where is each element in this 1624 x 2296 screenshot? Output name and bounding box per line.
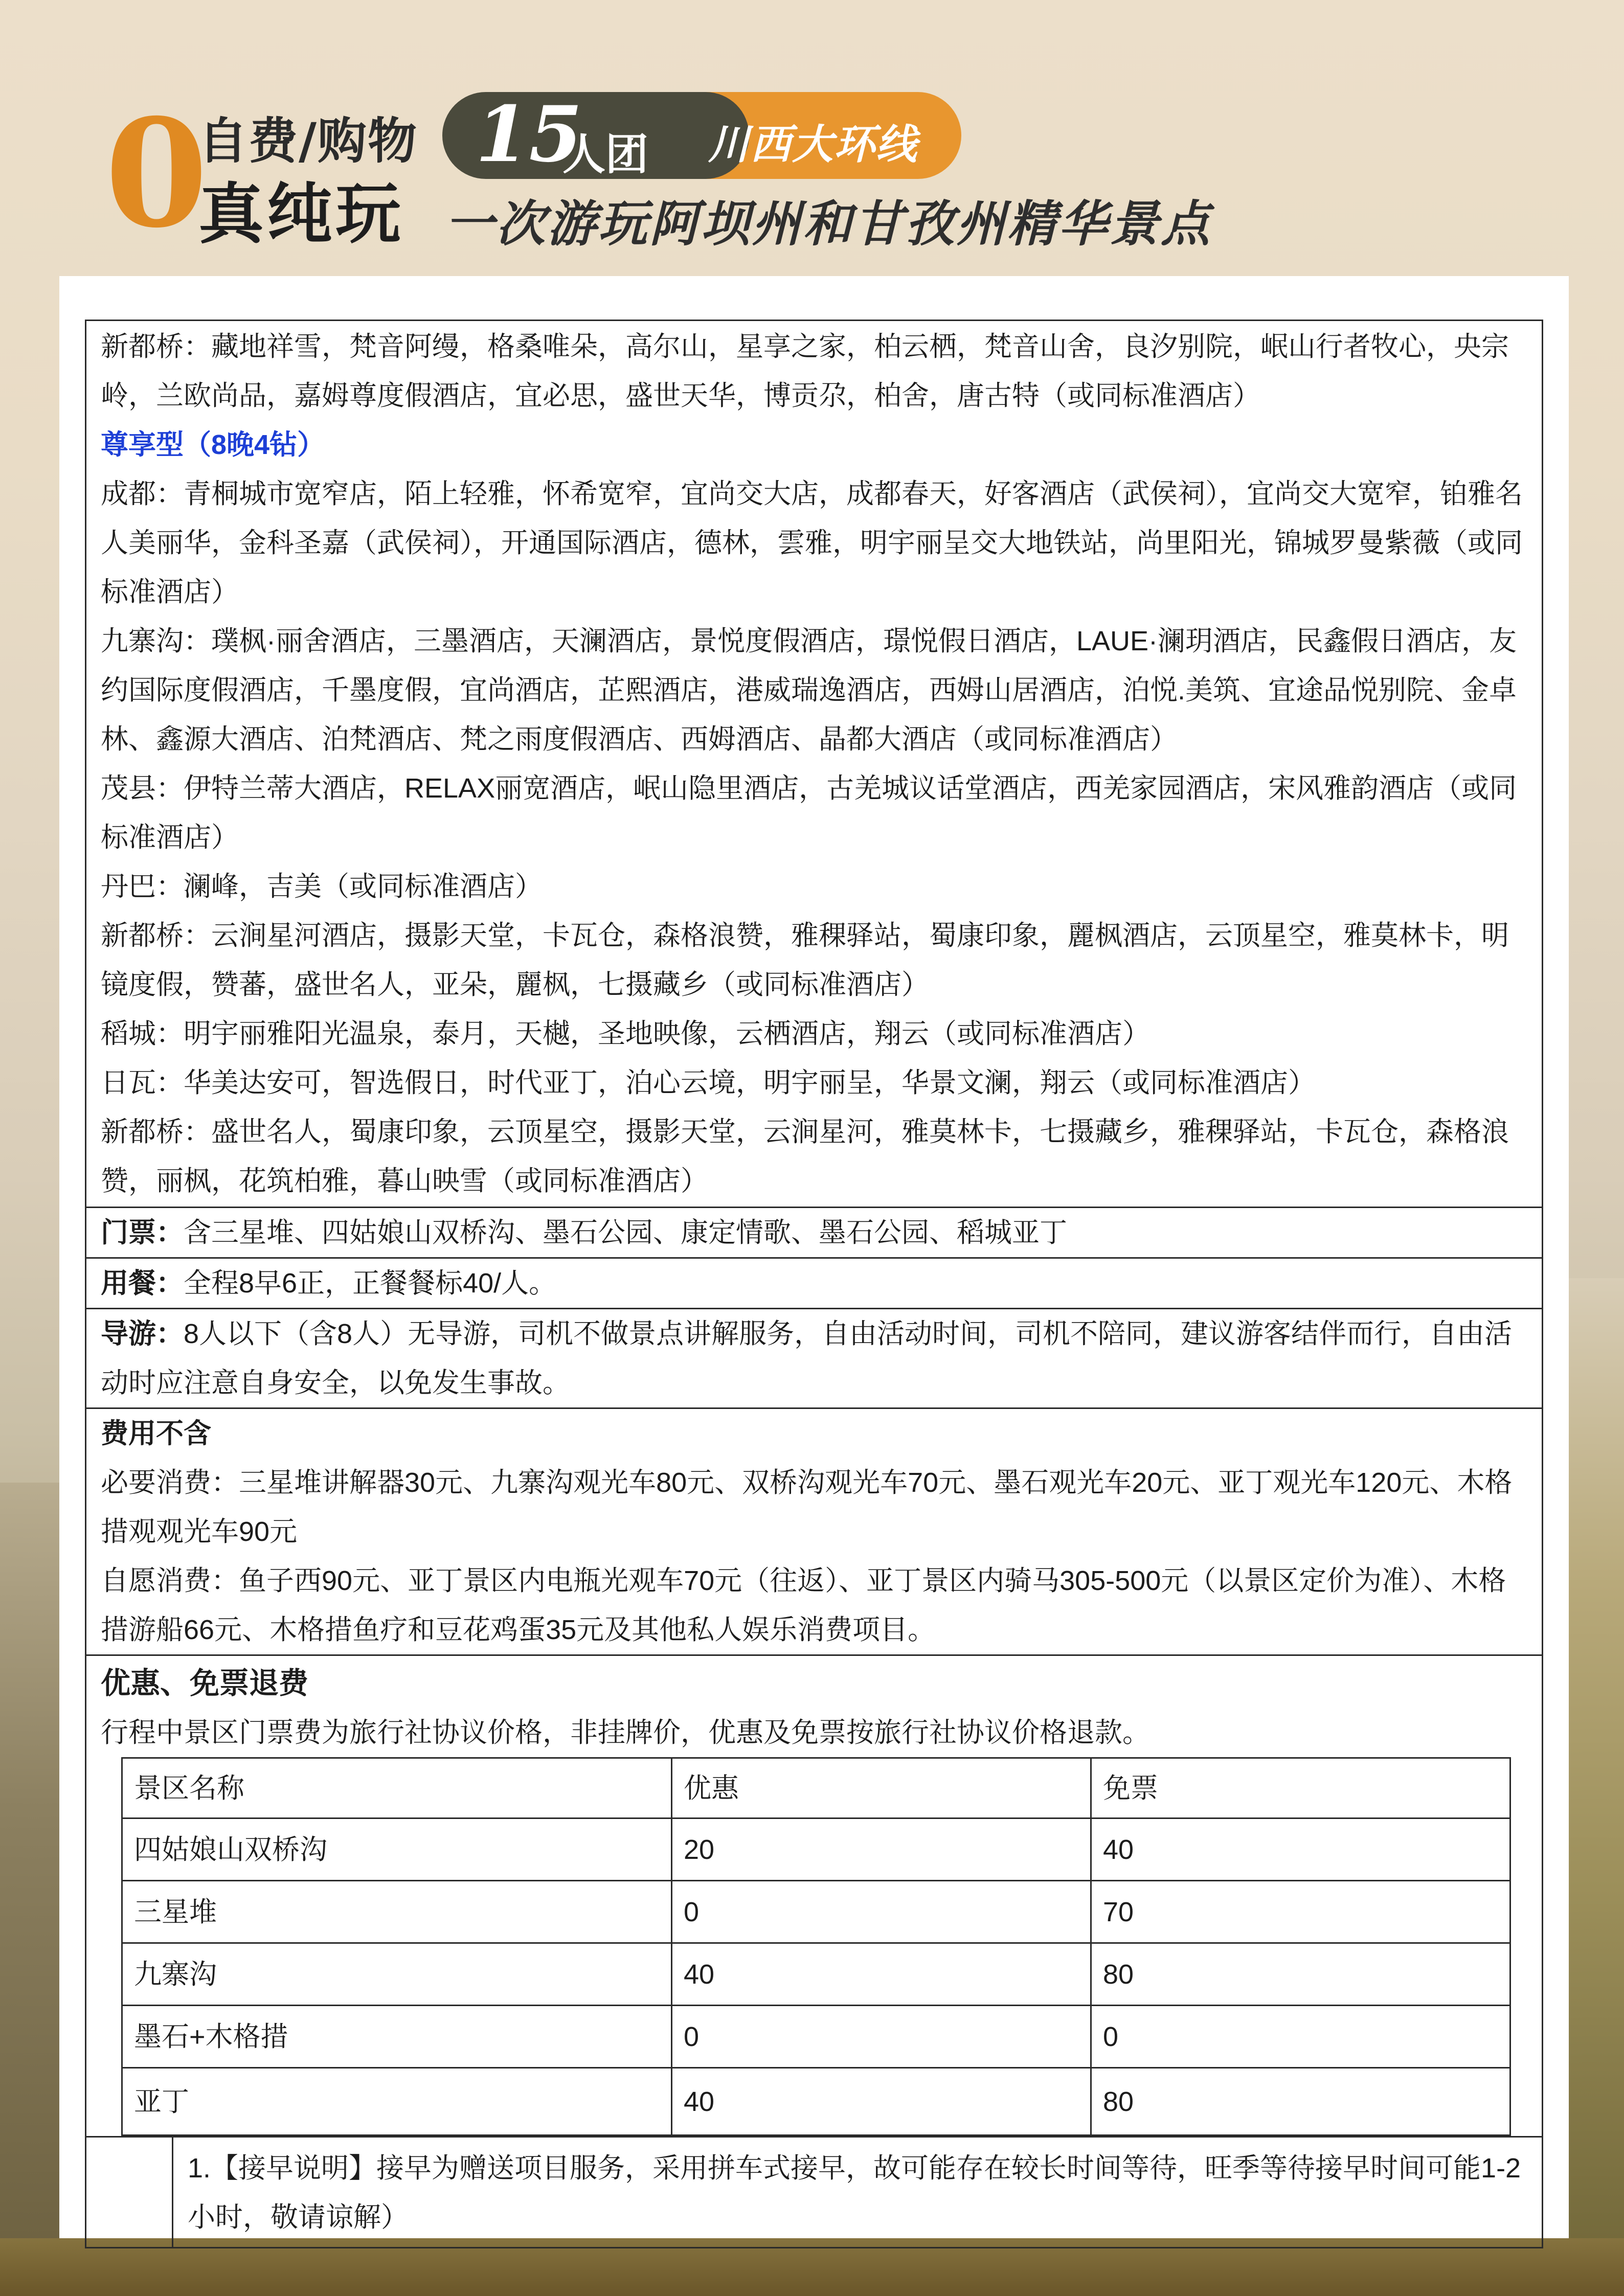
scenic-area-cell: 亚丁 [122, 2068, 672, 2135]
pickup-note-text: 1.【接早说明】接早为赠送项目服务，采用拼车式接早，故可能存在较长时间等待，旺季等待接早时间可能1-2 小时，敬请谅解） [188, 2153, 1521, 2233]
zero-badge: 0 [105, 87, 208, 261]
scenic-area-cell: 四姑娘山双桥沟 [122, 1818, 672, 1881]
hotel-paragraph-xinduqiao-2: 新都桥：云涧星河酒店，摄影天堂，卡瓦仓，森格浪赞，雅稞驿站，蜀康印象，麗枫酒店，云顶星空，雅莫林卡，明镜度假，赞蕃，盛世名人，亚朵，麗枫，七摄藏乡（或同标准酒店） [101, 920, 1509, 1000]
scenic-area-cell: 墨石+木格措 [122, 2006, 672, 2068]
pure-play-tag: 真纯玩 [198, 176, 404, 253]
group-size-number: 15 [476, 89, 582, 179]
hotel-paragraph-danba: 丹巴：澜峰，吉美（或同标准酒店） [101, 871, 543, 902]
hotel-paragraph-jiuzhaigou: 九寨沟：璞枫·丽舍酒店，三墨酒店，天澜酒店，景悦度假酒店，璟悦假日酒店，LAUE·澜玥酒店，民鑫假日酒店，友约国际度假酒店，千墨度假，宜尚酒店，芷熙酒店，港威瑞逸酒店，西姆山居酒店，泊悦.美筑、宜途品悦别院、金卓林、鑫源大酒店、泊梵酒店、梵之雨度假酒店、西姆酒店、晶都大酒店（或同标准酒店） [101, 626, 1517, 755]
refund-title: 优惠、免票退费 [101, 1667, 309, 1700]
tickets-row [86, 1208, 1542, 1259]
tickets-text: 含三星堆、四姑娘山双桥沟、墨石公园、康定情歌、墨石公园、稻城亚丁 [184, 1217, 1067, 1248]
background-scenery-left [0, 1483, 59, 2296]
scenic-area-cell: 三星堆 [122, 1881, 672, 1943]
hotel-level-title: 尊享型（8晚4钻） [101, 429, 325, 460]
itinerary-sheet [59, 276, 1569, 2238]
itinerary-table [85, 320, 1543, 2248]
header-subtitle: 一次游玩阿坝州和甘孜州精华景点 [445, 195, 1212, 253]
discount-cell: 0 [672, 2006, 1091, 2068]
table-row [122, 1943, 1510, 2006]
necessary-costs-text: 必要消费：三星堆讲解器30元、九寨沟观光车80元、双桥沟观光车70元、墨石观光车20元、亚丁观光车120元、木格措观观光车90元 [101, 1467, 1513, 1547]
table-row [122, 2006, 1510, 2068]
column-header-free: 免票 [1091, 1758, 1510, 1818]
hotel-list-section [86, 321, 1542, 1208]
background-scenery-right [1569, 1278, 1624, 2296]
header-banner [0, 0, 1624, 276]
guide-label: 导游： [101, 1319, 184, 1349]
guide-row [86, 1309, 1542, 1409]
meals-row [86, 1259, 1542, 1309]
table-row [122, 1881, 1510, 1943]
table-row [122, 1818, 1510, 1881]
column-header-discount: 优惠 [672, 1758, 1091, 1818]
refund-row [86, 1659, 1542, 2138]
self-pay-shopping-tag: 自费/购物 [198, 112, 418, 170]
tickets-label: 门票： [101, 1217, 184, 1248]
free-cell: 40 [1091, 1818, 1510, 1881]
discount-cell: 40 [672, 1943, 1091, 2006]
excluded-costs-row [86, 1409, 1542, 1656]
hotel-paragraph-riwa: 日瓦：华美达安可，智选假日，时代亚丁，泊心云境，明宇丽呈，华景文澜，翔云（或同标准酒店） [101, 1067, 1316, 1098]
free-cell: 0 [1091, 2006, 1510, 2068]
hotel-paragraph-xinduqiao-3: 新都桥：盛世名人，蜀康印象，云顶星空，摄影天堂，云涧星河，雅莫林卡，七摄藏乡，雅稞驿站，卡瓦仓，森格浪赞，丽枫，花筑柏雅，暮山映雪（或同标准酒店） [101, 1117, 1509, 1196]
hotel-paragraph-chengdu: 成都：青桐城市宽窄店，陌上轻雅，怀希宽窄，宜尚交大店，成都春天，好客酒店（武侯祠），宜尚交大宽窄，铂雅名人美丽华，金科圣嘉（武侯祠），开通国际酒店，德林，雲雅，明宇丽呈交大地铁站，尚里阳光，锦城罗曼紫薇（或同标准酒店） [101, 479, 1523, 607]
note-spacer-cell [86, 2138, 173, 2247]
table-row [122, 2068, 1510, 2135]
discount-cell: 20 [672, 1818, 1091, 1881]
hotel-paragraph-daocheng: 稻城：明宇丽雅阳光温泉，泰月，天樾，圣地映像，云栖酒店，翔云（或同标准酒店） [101, 1018, 1150, 1049]
scenic-area-cell: 九寨沟 [122, 1943, 672, 2006]
column-header-scenic-area: 景区名称 [122, 1758, 672, 1818]
group-size-unit: 人团 [562, 129, 649, 179]
refund-table-header [122, 1758, 1510, 1818]
discount-cell: 40 [672, 2068, 1091, 2135]
meals-label: 用餐： [101, 1268, 184, 1299]
meals-text: 全程8早6正，正餐餐标40/人。 [184, 1268, 557, 1299]
route-name: 川西大环线 [708, 120, 918, 168]
hotel-paragraph-xinduqiao-1: 新都桥：藏地祥雪，梵音阿缦，格桑唯朵，高尔山，星享之家，柏云栖，梵音山舍，良汐别院，岷山行者牧心，央宗岭，兰欧尚品，嘉姆尊度假酒店，宜必思，盛世天华，博贡尕，柏舍，唐古特（或同标准酒店） [101, 331, 1509, 411]
guide-text: 8人以下（含8人）无导游，司机不做景点讲解服务，自由活动时间，司机不陪同，建议游客结伴而行，自由活动时应注意自身安全，以免发生事故。 [101, 1319, 1513, 1398]
excluded-costs-title: 费用不含 [101, 1418, 211, 1449]
refund-table [121, 1757, 1511, 2136]
refund-description: 行程中景区门票费为旅行社协议价格，非挂牌价，优惠及免票按旅行社协议价格退款。 [101, 1717, 1150, 1748]
free-cell: 70 [1091, 1881, 1510, 1943]
optional-costs-text: 自愿消费：鱼子西90元、亚丁景区内电瓶光观车70元（往返）、亚丁景区内骑马305-500元（以景区定价为准）、木格措游船66元、木格措鱼疗和豆花鸡蛋35元及其他私人娱乐消费项目。 [101, 1565, 1506, 1645]
pickup-note-row [86, 2138, 1542, 2247]
free-cell: 80 [1091, 2068, 1510, 2135]
free-cell: 80 [1091, 1943, 1510, 2006]
discount-cell: 0 [672, 1881, 1091, 1943]
hotel-paragraph-maoxian: 茂县：伊特兰蒂大酒店，RELAX丽宽酒店，岷山隐里酒店，古羌城议话堂酒店，西羌家园酒店，宋风雅韵酒店（或同标准酒店） [101, 773, 1517, 853]
